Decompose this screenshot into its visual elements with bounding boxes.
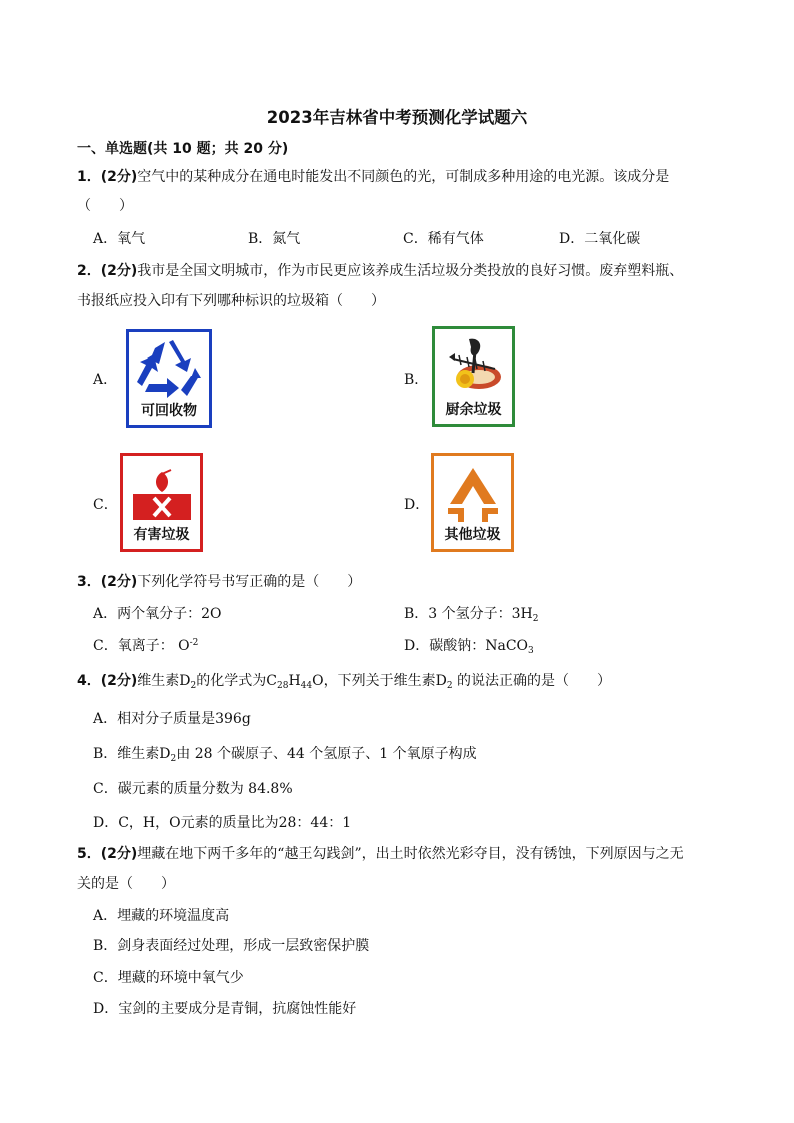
other-waste-sign: [431, 453, 514, 552]
q2-option-a[interactable]: A．: [93, 372, 118, 388]
section-heading: 一、单选题(共 10 题；共 20 分): [77, 141, 289, 157]
q3-option-d[interactable]: D．碳酸钠：NaCO$_3$: [404, 638, 534, 656]
harmful-waste-label: 有害垃圾: [133, 527, 190, 543]
q2-option-c[interactable]: C．: [93, 497, 118, 513]
q5-option-b[interactable]: B．剑身表面经过处理，形成一层致密保护膜: [93, 938, 370, 954]
other-waste-label: 其他垃圾: [444, 527, 501, 543]
question-5-stem: 5．(2分)埋藏在地下两千多年的“越王勾践剑”，出土时依然光彩夺目，没有锈蚀，下列原因与之无: [77, 846, 684, 862]
q4-option-d[interactable]: D．C，H，O元素的质量比为28：44：1: [93, 815, 352, 831]
q3-option-a[interactable]: A．两个氧分子：2O: [93, 606, 222, 622]
q5-option-d[interactable]: D．宝剑的主要成分是青铜，抗腐蚀性能好: [93, 1001, 357, 1017]
question-3-stem: 3．(2分)下列化学符号书写正确的是（ ）: [77, 574, 362, 590]
q5-option-c[interactable]: C．埋藏的环境中氧气少: [93, 970, 244, 986]
kitchen-waste-label: 厨余垃圾: [445, 402, 502, 418]
q2-option-b[interactable]: B．: [404, 372, 429, 388]
harmful-waste-sign: [120, 453, 203, 552]
question-5-stem-line2: 关的是（ ）: [77, 876, 175, 892]
q3-option-b[interactable]: B．3 个氢分子：$3H_2$: [404, 606, 539, 624]
other-waste-icon: [442, 464, 504, 524]
q4-option-c[interactable]: C．碳元素的质量分数为 84.8%: [93, 781, 293, 797]
q1-option-b[interactable]: B．氮气: [248, 231, 301, 247]
page-title: 2023年吉林省中考预测化学试题六: [266, 108, 528, 127]
q1-option-c[interactable]: C．稀有气体: [403, 231, 484, 247]
recycle-icon: [135, 338, 203, 400]
q5-option-a[interactable]: A．埋藏的环境温度高: [93, 908, 230, 924]
question-2-stem: 2．(2分)我市是全国文明城市，作为市民更应该养成生活垃圾分类投放的良好习惯。废弃塑料瓶、: [77, 263, 684, 279]
kitchen-waste-sign: [432, 326, 515, 427]
question-1-stem-line2: （ ）: [77, 198, 133, 214]
q4-option-a[interactable]: A．相对分子质量是396g: [93, 711, 251, 727]
question-1-stem: 1．(2分)空气中的某种成分在通电时能发出不同颜色的光，可制成多种用途的电光源。该成分是: [77, 169, 670, 185]
q1-option-a[interactable]: A．氧气: [93, 231, 146, 247]
q2-option-d[interactable]: D．: [404, 497, 430, 513]
hazard-icon: [129, 464, 195, 524]
question-2-stem-line2: 书报纸应投入印有下列哪种标识的垃圾箱（ ）: [77, 293, 385, 309]
q1-option-d[interactable]: D．二氧化碳: [559, 231, 641, 247]
food-scraps-icon: [439, 333, 509, 399]
recyclable-sign: [126, 329, 212, 428]
q3-option-c[interactable]: C．氧离子： $O^{-2}$: [93, 638, 199, 654]
recyclable-label: 可回收物: [141, 403, 197, 419]
q4-option-b[interactable]: B．维生素$D_2$由 28 个碳原子、44 个氢原子、1 个氧原子构成: [93, 746, 477, 764]
question-4-stem: 4．(2分)维生素$D_2$的化学式为$C_{28}H_{44}O$，下列关于维生素$D_2$ 的说法正确的是（ ）: [77, 673, 611, 691]
